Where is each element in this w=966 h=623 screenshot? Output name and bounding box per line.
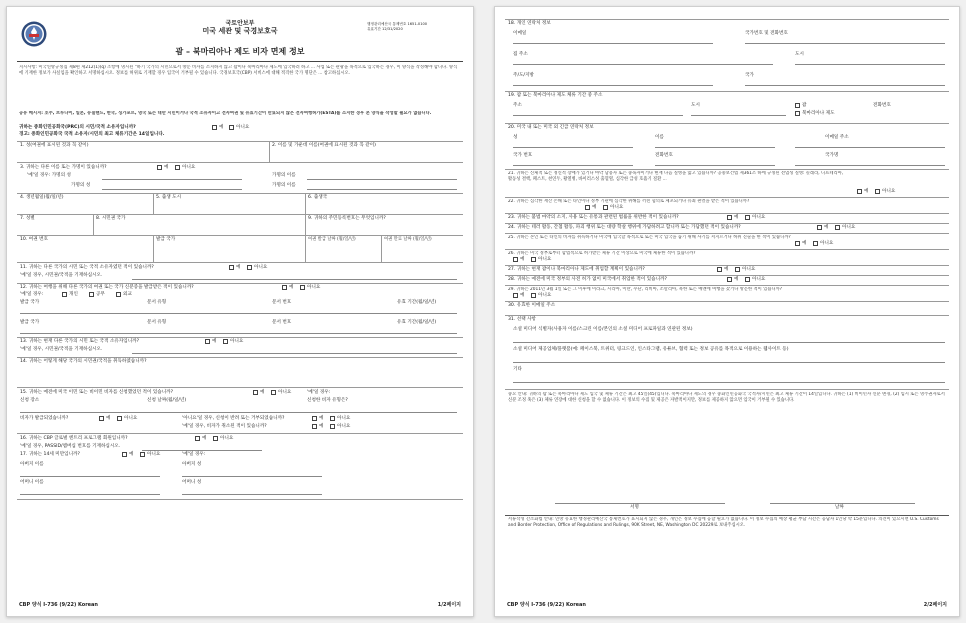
q12-row-2-line[interactable] [20, 333, 457, 334]
row-divider [505, 213, 949, 214]
q15-refused-yes: 예 [319, 416, 324, 421]
row-divider [505, 233, 949, 234]
col-divider [305, 193, 306, 214]
q31-other-line[interactable] [513, 382, 945, 383]
row-divider [505, 275, 949, 276]
q15-refused-no: 아니요 [337, 416, 351, 421]
q3-yes-label: 예 [164, 165, 169, 170]
q18-state: 주/도/지방 [513, 73, 534, 78]
row-divider [505, 249, 949, 250]
q17-father-first: 아버지 이름 [20, 462, 44, 467]
q3-alias-given-1: 가명의 이름 [272, 173, 296, 178]
q17-if-yes: '예'일 경우: [182, 452, 206, 457]
q15-refused-no-checkbox[interactable] [330, 416, 335, 421]
q25-yes-checkbox[interactable] [795, 241, 800, 246]
q12-yes-checkbox[interactable] [282, 285, 287, 290]
q22-yes: 예 [592, 205, 597, 210]
q24-yes: 예 [824, 225, 829, 230]
q24-no: 아니요 [842, 225, 856, 230]
q17-mother-first: 어머니 이름 [20, 480, 44, 485]
col-divider [93, 214, 94, 235]
q18-email-line[interactable] [513, 43, 713, 44]
q25-yes: 예 [802, 241, 807, 246]
q15-yes-label: 예 [260, 390, 265, 395]
row-divider [17, 499, 463, 500]
q27-yes-checkbox[interactable] [717, 267, 722, 272]
prc-no-checkbox[interactable] [229, 125, 234, 130]
q31-provider: 소셜 미디어 제공업체/플랫폼(예: 페이스북, 트위터, 링크드인, 인스타그램, 유튜브, 협력 또는 정보 공유를 목적으로 이용하는 웹사이트 등) [513, 347, 789, 352]
q24-label: 24. 귀하는 테러 활동, 간첩 활동, 파괴 행위 또는 대량 학살 행위에 가담하려고 합니까 또는 가담했던 적이 있습니까? [508, 225, 741, 230]
q15-yes-checkbox[interactable] [253, 390, 258, 395]
row-divider [17, 433, 463, 434]
q21-no-checkbox[interactable] [875, 189, 880, 194]
q10-issue-date: 여권 발급 날짜 (월/일/년) [308, 237, 356, 242]
prc-yes-checkbox[interactable] [212, 125, 217, 130]
q9-label: 9. 귀하의 주민등록번호는 무엇입니까? [308, 216, 386, 221]
row-divider [17, 235, 463, 236]
q18-city: 도시 [795, 52, 804, 57]
q18-address-line[interactable] [513, 64, 773, 65]
row-divider [17, 214, 463, 215]
row-divider [17, 283, 463, 284]
q15-revoked-no-checkbox[interactable] [330, 424, 335, 429]
q20-label: 20. 미국 내 또는 미국 외 긴급 연락처 정보 [508, 125, 594, 130]
q12-doc-type-1: 문서 유형 [147, 300, 167, 305]
q15-issued-yes: 예 [106, 416, 111, 421]
q29-no: 아니요 [538, 293, 552, 298]
q21-no: 아니요 [882, 189, 896, 194]
q3-alias-surname-2-line[interactable] [102, 189, 242, 190]
row-divider [17, 357, 463, 358]
signature-line[interactable] [555, 503, 725, 504]
q17-yes-checkbox[interactable] [122, 452, 127, 457]
col-divider [153, 235, 154, 262]
q12-issuing-country-1: 발급 국가 [20, 300, 40, 305]
q23-no-checkbox[interactable] [745, 215, 750, 220]
col-divider [269, 141, 270, 162]
q20-country-code: 국가 번호 [513, 153, 533, 158]
prc-yes-label: 예 [219, 125, 224, 130]
q19-address-line[interactable] [513, 115, 683, 116]
q16-no-checkbox[interactable] [213, 436, 218, 441]
q18-label: 18. 개인 연락처 정보 [508, 21, 551, 26]
q19-label: 19. 괌 또는 북마리아나 제도 체류 기간 중 주소 [508, 93, 603, 98]
q13-no-label: 아니요 [230, 339, 244, 344]
q15-revoked-yes-checkbox[interactable] [312, 424, 317, 429]
q15-visa-type: 신청한 비자 유형은? [307, 398, 348, 403]
q18-state-line[interactable] [513, 85, 713, 86]
date-line[interactable] [770, 503, 915, 504]
q12-type-official: 공무 [96, 292, 105, 297]
q6-label: 6. 출생국 [308, 195, 328, 200]
q29-label: 29. 귀하는 2011년 3월 1일 또는 그 이후에 이라크, 시리아, 이란, 수단, 리비아, 소말리아, 북한 또는 예멘에 여행을 갔거나 방문한 적이 있습니까? [508, 287, 783, 292]
q12-no-checkbox[interactable] [300, 285, 305, 290]
q31-label: 31. 선택 사항 [508, 317, 536, 322]
q3-yes-checkbox[interactable] [157, 165, 162, 170]
q23-yes-checkbox[interactable] [727, 215, 732, 220]
q7-label: 7. 성별 [20, 216, 35, 221]
q3-alias-given-1-line[interactable] [307, 179, 457, 180]
q15-issued-no-checkbox[interactable] [117, 416, 122, 421]
q19-phone: 전화번호 [873, 103, 891, 108]
q20-country-name: 국가명 [825, 153, 839, 158]
q20-given: 이름 [655, 135, 664, 140]
q11-detail-line[interactable] [132, 279, 457, 280]
q18-phone: 국가번호 및 전화번호 [745, 31, 788, 36]
q18-country: 국가 [745, 73, 754, 78]
row-divider [505, 315, 949, 316]
q26-label: 26. 귀하는 미국 정부로부터 합법적으로 허가받은 체류 기간 이상으로 미국에 체류한 적이 있습니까? [508, 251, 696, 256]
q19-address: 주소 [513, 103, 522, 108]
q12-type-diplomatic-checkbox[interactable] [116, 292, 121, 297]
form-title: 괌 – 북마리아나 제도 비자 면제 정보 [175, 47, 305, 56]
q15-no-checkbox[interactable] [271, 390, 276, 395]
q10-issuing-country: 발급 국가 [156, 237, 176, 242]
q18-address: 집 주소 [513, 52, 528, 57]
q3-alias-surname-1-line[interactable] [102, 179, 242, 180]
q5-label: 5. 출생 도시 [156, 195, 182, 200]
q19-guam: 괌 [802, 103, 807, 108]
q20-email-line[interactable] [795, 147, 945, 148]
q28-yes-checkbox[interactable] [727, 277, 732, 282]
col-divider [153, 193, 154, 214]
q17-father-last: 아버지 성 [182, 462, 202, 467]
q3-label: 3. 귀하는 다른 이름 또는 가명이 있습니까? [20, 165, 107, 170]
q12-type-official-checkbox[interactable] [89, 292, 94, 297]
q15-date: 신청 날짜(월/일/년) [147, 398, 187, 403]
q16-detail: '예'일 경우, PASSID/멤버십 번호를 기재하십시오. [20, 444, 121, 449]
q17-mother-last-line[interactable] [182, 494, 322, 495]
q13-label: 13. 귀하는 현재 다른 국가의 시민 또는 국적 소유자입니까? [20, 339, 140, 344]
subagency-name: 미국 세관 및 국경보호국 [202, 27, 278, 35]
q21-yes-checkbox[interactable] [857, 189, 862, 194]
instructions-text: 지시사항: 미국연방규정집 제8편 제212(1)(q) 조항에 명시된 "하기 국가의 시민으로서 방문 비자를 소지하지 않고 괌이나 북마리아나 제도에 입국하려 하고 ... 사업 또는 관광을 목적으로 입국하는 경우, 이 양식을 작성해야 합니다. 양식에 기재한 정보가 사실임을 확인하고 서명하십시오. 정보를 허위로 기재할 경우 입국이 거부될 수 있습니다. 국경보호국(CBP) 서비스에 대해 적격한 국가 명단은 ... 참고하십시오. [19, 65, 458, 76]
q13-yes-checkbox[interactable] [205, 339, 210, 344]
q28-no: 아니요 [752, 277, 766, 282]
col-divider [381, 235, 382, 262]
q27-no-checkbox[interactable] [735, 267, 740, 272]
omb-expiry: 유효기간 12/31/2020 [367, 27, 403, 31]
page2-footer-form-number: CBP 양식 I-736 (9/22) Korean [507, 602, 586, 608]
q29-yes-checkbox[interactable] [513, 293, 518, 298]
q11-no-label: 아니요 [254, 265, 268, 270]
paperwork-notice: 서류작성 간소화법 안내: 연방 유효한 행정관리예산국 통제번호가 표시되지 않은 경우, 개인은 정보 수집에 응할 필요가 없습니다. 이 정보 수집의 예상 평균 부담 시간은 응답자 1인당 약 15분입니다. 의견이 있으시면 U.S. Customs and Border Protection, Office of Regulations and Rulings, 90K Street, NE, Washington DC 20229로 보내주십시오. [508, 517, 939, 528]
q17-mother-first-line[interactable] [20, 494, 160, 495]
q20-given-line[interactable] [655, 147, 775, 148]
q12-type-personal-checkbox[interactable] [62, 292, 67, 297]
q21-yes: 예 [864, 189, 869, 194]
q15-if-yes: '예'일 경우: [307, 390, 331, 395]
q15-revoked-yes: 예 [319, 424, 324, 429]
q12-doc-no-2: 문서 번호 [272, 320, 292, 325]
q12-yes-label: 예 [289, 285, 294, 290]
row-divider [17, 193, 463, 194]
q18-city-line[interactable] [795, 64, 945, 65]
q3-alias-surname-1: '예'일 경우: 가명의 성 [27, 173, 71, 178]
form-page-2 [494, 6, 960, 617]
q15-revoked: '예'일 경우, 비자가 취소된 적이 있습니까? [182, 424, 267, 429]
page1-footer-form-number: CBP 양식 I-736 (9/22) Korean [19, 602, 98, 608]
q15-revoked-no: 아니요 [337, 424, 351, 429]
q15-issued-yes-checkbox[interactable] [99, 416, 104, 421]
row-divider [17, 162, 463, 163]
q12-doc-no-1: 문서 번호 [272, 300, 292, 305]
q22-label: 22. 귀하는 심각한 재산 손해 또는 타인이나 정부 기관에 심각한 위해를 끼친 혐의로 체포되거나 유죄 판결을 받은 적이 있습니까? [508, 199, 750, 204]
q15-issued: 비자가 발급되었습니까? [20, 416, 69, 421]
q31-identifier-line[interactable] [513, 342, 945, 343]
q29-no-checkbox[interactable] [531, 293, 536, 298]
q26-no-checkbox[interactable] [531, 257, 536, 262]
q14-label: 14. 귀하는 어떻게 해당 국가의 시민권/국적을 취득하였습니까? [20, 359, 147, 364]
q28-yes: 예 [734, 277, 739, 282]
q20-country-code-line[interactable] [513, 165, 633, 166]
q12-label: 12. 귀하는 여행을 위해 다른 국가의 여권 또는 국가 신분증을 발급받은 적이 있습니까? [20, 285, 194, 290]
q3-alias-surname-2: 가명의 성 [71, 183, 91, 188]
q2-label: 2. 이름 및 가운데 이름(여권에 표시된 것과 꼭 같이) [272, 143, 376, 148]
q20-surname: 성 [513, 135, 518, 140]
q25-no-checkbox[interactable] [813, 241, 818, 246]
row-divider [505, 223, 949, 224]
q24-no-checkbox[interactable] [835, 225, 840, 230]
q11-no-checkbox[interactable] [247, 265, 252, 270]
row-divider [505, 285, 949, 286]
q11-yes-label: 예 [236, 265, 241, 270]
q29-yes: 예 [520, 293, 525, 298]
row-divider [505, 197, 949, 198]
q30-label: 30. 유효한 이메일 주소 [508, 303, 556, 308]
q13-no-checkbox[interactable] [223, 339, 228, 344]
q15-location: 신청 장소 [20, 398, 40, 403]
q25-label: 25. 귀하는 본인 또는 타인의 비자를 취득하거나 미국에 입국할 목적으로 또는 미국 입국을 돕기 위해 사기를 저지르거나 허위 진술을 한 적이 있습니까? [508, 235, 791, 240]
q17-yes-label: 예 [129, 452, 134, 457]
q3-no-label: 아니요 [182, 165, 196, 170]
prc-no-label: 아니요 [236, 125, 250, 130]
q4-label: 4. 생년월일(월/일/년) [20, 195, 64, 200]
q15-label: 15. 귀하는 예전에 미국 이민 또는 비이민 비자를 신청했었던 적이 있습니까? [20, 390, 174, 395]
header-divider [17, 61, 463, 62]
q8-label: 8. 시민권 국가 [96, 216, 126, 221]
q15-refused: '아니요'일 경우, 신청이 반려 또는 거부되었습니까? [182, 416, 285, 421]
important-notice: 중요 안내: 귀하의 괌 또는 북마리아나 제도 입국 및 체류 기간은 최고 45일(45)입니다. 북마리아나 제도의 경우 중화인민공화국 국적자/시민은 최고 체류 기간이 14일입니다. 귀하는 (1) 비이민자 신분 변경, (2) 임시 또는 영주권자로서 신분 조정 혹은 (3) 체류 연장에 대한 신청을 할 수 없습니다. 이 정보의 수집 및 제공은 자발적이지만, 정보를 제공하지 않으면 입국이 거부될 수 있습니다. [508, 392, 945, 403]
q3-alias-given-2-line[interactable] [307, 189, 457, 190]
row-divider [505, 91, 949, 92]
date-label: 날짜 [835, 505, 844, 510]
q12-issuing-country-2: 발급 국가 [20, 320, 40, 325]
q26-yes: 예 [520, 257, 525, 262]
q17-father-first-line[interactable] [20, 476, 160, 477]
q18-phone-line[interactable] [745, 43, 945, 44]
q17-father-last-line[interactable] [182, 476, 322, 477]
q25-no: 아니요 [820, 241, 834, 246]
q22-no: 아니요 [610, 205, 624, 210]
q13-detail: '예'일 경우, 시민권/국적을 기재하십시오. [20, 347, 103, 352]
paperwork-divider [505, 515, 949, 516]
q31-provider-line[interactable] [513, 362, 945, 363]
q18-country-line[interactable] [745, 85, 945, 86]
q23-label: 23. 귀하는 불법 마약의 소지, 사용 또는 유통과 관련된 법률을 위반한 적이 있습니까? [508, 215, 679, 220]
q27-label: 27. 귀하는 현재 괌이나 북마리아나 제도에 취업할 계획이 있습니까? [508, 267, 645, 272]
omb-number: 행정관리예산국 통제번호 1651-0100 [367, 22, 428, 26]
row-divider [17, 387, 463, 388]
q12-type-diplomatic: 외교 [123, 292, 132, 297]
q12-no-label: 아니요 [307, 285, 321, 290]
q12-expiry-2: 유효 기간(월/일/년) [397, 320, 437, 325]
q24-yes-checkbox[interactable] [817, 225, 822, 230]
q16-detail-line[interactable] [142, 450, 262, 451]
q10-expiry-date: 여권 만료 날짜 (월/일/년) [384, 237, 432, 242]
q12-expiry-1: 유효 기간(월/일/년) [397, 300, 437, 305]
q20-email: 이메일 주소 [825, 135, 849, 140]
q20-phone: 전화번호 [655, 153, 673, 158]
q15-issued-no: 아니요 [124, 416, 138, 421]
page1-footer-page-number: 1/2페이지 [437, 602, 461, 608]
q23-no: 아니요 [752, 215, 766, 220]
q18-email: 이메일 [513, 31, 527, 36]
notice-text: 공유 메시지: 호주, 브루나이, 일본, 뉴질랜드, 한국, 싱가포르, 영국 또는 대만 시민이거나 국적 소유자이고 전자여권 및 유효기간이 만료되지 않은 전자여행허가(ESTA)를 소지한 경우 본 양식을 작성할 필요가 없습니다. [19, 111, 432, 116]
q12-type-personal: 개인 [69, 292, 78, 297]
q17-mother-last: 어머니 성 [182, 480, 202, 485]
q1-label: 1. 성(여권에 표시된 것과 꼭 같이) [20, 143, 89, 148]
row-divider [505, 301, 949, 302]
q11-detail: '예'일 경우, 시민권/국적을 기재하십시오. [20, 273, 103, 278]
q11-label: 11. 귀하는 다른 국가의 시민 또는 국적 소유자였던 적이 있습니까? [20, 265, 154, 270]
q22-yes-checkbox[interactable] [585, 205, 590, 210]
row-divider [505, 19, 949, 20]
q20-country-name-line[interactable] [795, 165, 945, 166]
col-divider [305, 214, 306, 235]
q13-detail-line[interactable] [132, 353, 457, 354]
row-divider [505, 389, 949, 390]
q19-city: 도시 [691, 103, 700, 108]
q12-row-1-line[interactable] [20, 313, 457, 314]
q19-cnmi: 북마리아나 제도 [802, 111, 835, 116]
q31-identifier: 소셜 미디어 식별자(사용자 이름/스크린 이름/본인의 소셜 미디어 프로파일과 연관된 정보) [513, 327, 693, 332]
q16-label: 16. 귀하는 CBP 글로벌 엔트리 프로그램 회원입니까? [20, 436, 128, 441]
prc-warning: 경고: 중화인민공화국 국적 소유자/시민의 최고 체류기간은 14일입니다. [19, 132, 165, 137]
q12-if-yes: '예'일 경우: [20, 292, 44, 297]
q28-label: 28. 귀하는 예전에 미국 정부의 사전 허가 없이 미국에서 취업한 적이 있습니까? [508, 277, 667, 282]
row-divider [17, 141, 463, 142]
q15-no-label: 아니요 [278, 390, 292, 395]
row-divider [505, 169, 949, 170]
prc-question: 귀하는 중화인민공화국(PRC)의 시민/국적 소유자입니까? [19, 125, 136, 130]
signature-label: 서명 [630, 505, 639, 510]
q22-no-checkbox[interactable] [603, 205, 608, 210]
q16-yes-checkbox[interactable] [195, 436, 200, 441]
q17-no-label: 아니요 [147, 452, 161, 457]
q11-yes-checkbox[interactable] [229, 265, 234, 270]
q19-cnmi-checkbox[interactable] [795, 111, 800, 116]
q16-no-label: 아니요 [220, 436, 234, 441]
row-divider [17, 262, 463, 263]
q21-label: 21. 귀하는 신체적 또는 정신적 장애가 있거나 마약 남용자 또는 중독자이거나 현재 다음 질병을 앓고 있습니까? 공중보건법 제361조 하에 규정된 전염성 질병: 콜레라, 디프테리아, 활동성 결핵, 페스트, 천연두, 황열병, 바이러스성 출혈열, 심각한 급성 호흡기 질환 ... [508, 171, 844, 182]
q19-city-line[interactable] [691, 115, 786, 116]
q3-no-checkbox[interactable] [175, 165, 180, 170]
q23-yes: 예 [734, 215, 739, 220]
agency-name: 국토안보부 [225, 20, 255, 27]
row-divider [505, 123, 949, 124]
q28-no-checkbox[interactable] [745, 277, 750, 282]
col-divider [305, 235, 306, 262]
q20-phone-line[interactable] [655, 165, 775, 166]
q15-row-line[interactable] [20, 412, 457, 413]
q17-label: 17. 귀하는 14세 미만입니까? [20, 452, 80, 457]
row-divider [17, 337, 463, 338]
q19-guam-checkbox[interactable] [795, 103, 800, 108]
q31-other: 기타 [513, 367, 522, 372]
q13-yes-label: 예 [212, 339, 217, 344]
q10-label: 10. 여권 번호 [20, 237, 48, 242]
q26-no: 아니요 [538, 257, 552, 262]
q12-doc-type-2: 문서 유형 [147, 320, 167, 325]
page2-footer-page-number: 2/2페이지 [923, 602, 947, 608]
q20-surname-line[interactable] [513, 147, 633, 148]
q27-no: 아니요 [742, 267, 756, 272]
q3-alias-given-2: 가명의 이름 [272, 183, 296, 188]
q26-yes-checkbox[interactable] [513, 257, 518, 262]
q15-refused-yes-checkbox[interactable] [312, 416, 317, 421]
form-page-1 [6, 6, 474, 617]
q27-yes: 예 [724, 267, 729, 272]
q16-yes-label: 예 [202, 436, 207, 441]
row-divider [505, 265, 949, 266]
q17-no-checkbox[interactable] [140, 452, 145, 457]
